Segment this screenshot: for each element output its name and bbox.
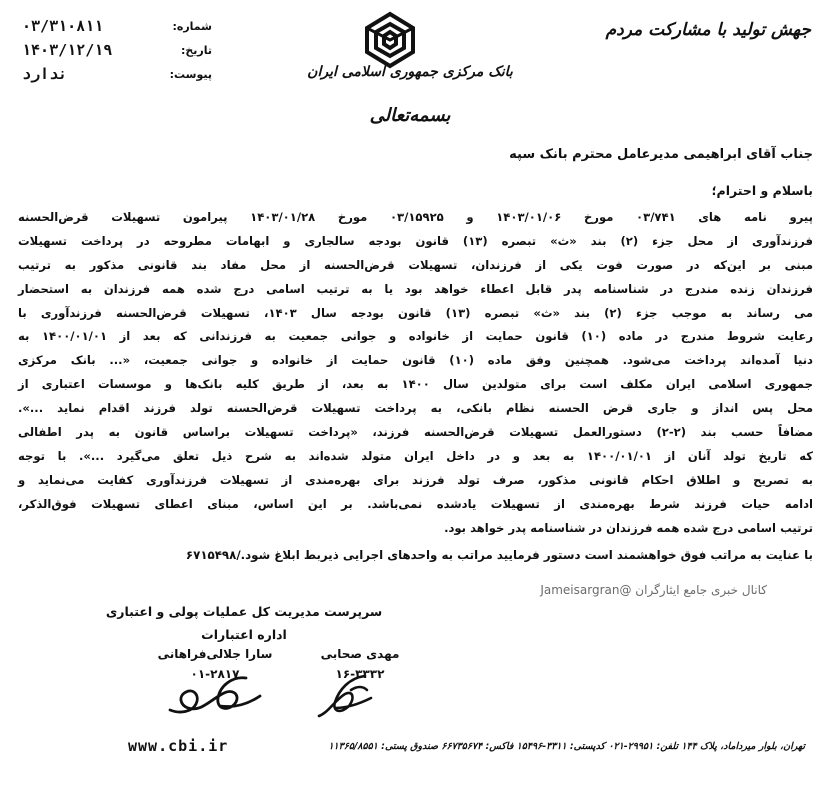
bank-name: بانک مرکزی جمهوری اسلامی ایران [307,64,513,80]
signature-block [79,600,409,646]
body-line: جمهوری اسلامی ایران مکلف است برای متولدین سال ۱۴۰۰ به بعد، از طریق کلیه بانک‌ها و موسسات اعتباری از [18,377,813,392]
body-line: محل پس انداز و جاری قرض الحسنه نظام بانکی، به پرداخت تسهیلات قرض‌الحسنه تولد فرزند اقدام نماید ...». [18,401,813,416]
bank-address: تهران، بلوار میرداماد، پلاک ۱۴۴ تلفن: ۲۹۹۵۱-۰۲۱ کدپستی: ۳۳۱۱-۱۵۴۹۶ فاکس: ۶۶۷۳۵۶۷۴ صندوق پستی: ۱۱۳۶۵/۸۵۵۱ [328,741,805,752]
body-line: می رساند به موجب جزء (۲) بند «ث» تبصره (۱۳) قانون بودجه سال ۱۴۰۳، تسهیلات قرض‌الحسنه فرزندآوری با [18,305,813,320]
letter-date: ۱۴۰۳/۱۲/۱۹ [22,41,113,59]
body-line: پیرو نامه های ۰۳/۷۴۱ مورخ ۱۴۰۳/۰۱/۰۶ و ۰۳/۱۵۹۲۵ مورخ ۱۴۰۳/۰۱/۲۸ پیرامون تسهیلات قرض‌الحسنه [18,210,813,224]
letter-attachment: ندارد [22,65,68,83]
signature-department: سرپرست مدیریت کل عملیات پولی و اعتباری [105,604,383,619]
body-line: فرزندآوری از محل جزء (۲) بند «ث» تبصره (۱۳) قانون بودجه سالجاری و ابهامات مطروحه در پرداخت تسهیلات [18,233,813,248]
signer-2-name: سارا جلالی‌فراهانی [157,647,273,661]
bismillah: بسمه‌تعالی [369,105,451,126]
body-line: رعایت شروط مندرج در ماده (۱۰) قانون حمایت از خانواده و جوانی جمعیت به فرزندانی که بعد از ۱۴۰۰/۰۱/۰۱ به [18,329,814,344]
channel-watermark: کانال خبری جامع ایثارگران @Jameisargran [540,583,767,597]
letter-closing: با عنایت به مراتب فوق خواهشمند است دستور فرمایید مراتب به واحدهای اجرایی ذیربط ابلاغ شود./۶۷۱۵۴۹۸ [185,548,813,562]
body-line: ترتیب اسامی درج شده همه فرزندان در شناسنامه پدر خواهد بود. [444,520,813,535]
body-line: مبنی بر این‌که در صورت فوت یکی از فرزندان، تسهیلات قرض‌الحسنه از محل مفاد بند قانونی مذکور به ترتیب [18,257,813,272]
letter-greeting: باسلام و احترام؛ [711,183,813,198]
signer-1-code: ۱۶-۳۳۳۲ [335,667,385,681]
signer-2-code: ۰۱-۲۸۱۷ [190,667,240,681]
signer-1-name: مهدی صحابی [320,647,400,661]
body-line: ادامه حیات فرزند شرط بهره‌مندی از تسهیلات یادشده نمی‌باشد. بر این اساس، مبنای اعطای تسهیلات فوق‌الذکر، [18,496,813,511]
letter-number-label: شماره: [172,19,212,33]
letter-date-label: تاریخ: [180,43,212,57]
year-slogan: جهش تولید با مشارکت مردم [605,20,811,40]
signer-1-signature-icon [305,668,385,724]
body-line: فرزندان زنده مندرج در شناسنامه پدر قابل اعطاء خواهد بود یا به ترتیب اسامی درج شده همه فرزندان به استحضار [18,281,813,296]
letter-attachment-label: پیوست: [169,67,212,81]
letter-reference-block [22,14,212,86]
bank-website: www.cbi.ir [128,737,229,755]
letter-body [18,206,813,540]
letter-number: ۰۳/۳۱۰۸۱۱ [22,17,104,35]
body-line: دنیا آمده‌اند پرداخت می‌شود. همچنین وفق ماده (۱۰) قانون حمایت از خانواده و جوانی جمعیت، «... بانک مرکزی [18,353,813,368]
signer-2-signature-icon [160,668,270,724]
central-bank-emblem-icon [355,10,425,70]
signature-office: اداره اعتبارات [201,627,287,642]
body-line: به تصریح و اطلاق احکام قانونی مذکور، صرف تولد فرزند برای بهره‌مندی از تسهیلات فرزندآوری کفایت می‌نماید و [18,472,813,487]
body-line: مضافاً حسب بند (۲-۲) دستورالعمل تسهیلات قرض‌الحسنه فرزند، «پرداخت تسهیلات براساس قانون به پدر اطفالی [18,425,813,440]
body-line: که تاریخ تولد آنان از ۱۴۰۰/۰۱/۰۱ به بعد و در داخل ایران متولد شده‌اند به شرح ذیل تعلق می‌گیرد ...». با توجه [18,448,813,463]
letter-recipient: جناب آقای ابراهیمی مدیرعامل محترم بانک سپه [509,147,813,162]
